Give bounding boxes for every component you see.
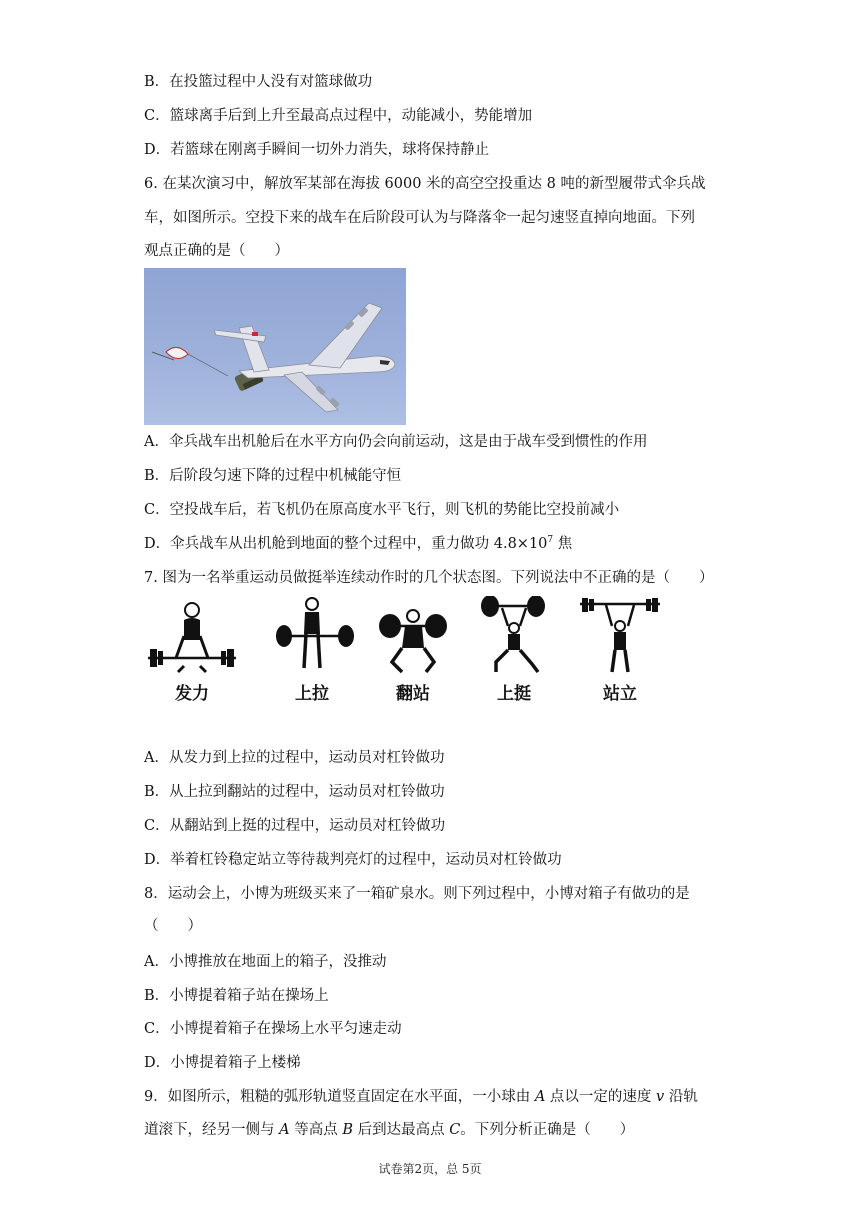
q7-option-b: B．从上拉到翻站的过程中，运动员对杠铃做功 [144,784,445,800]
q6-option-b: B．后阶段匀速下降的过程中机械能守恒 [144,468,402,484]
lift-label-shangting: 上挺 [497,684,531,704]
lift-label-fanzhan: 翻站 [396,684,430,704]
q6-stem-line2: 车，如图所示。空投下来的战车在后阶段可认为与降落伞一起匀速竖直掉向地面。下列 [144,210,695,226]
lifter-stand-figure [580,598,660,672]
q9-stem-line2: 道滚下，经另一侧与 A 等高点 B 后到达最高点 C。下列分析正确是（ ） [144,1122,635,1138]
q8-stem-line1: 8．运动会上，小博为班级买来了一箱矿泉水。则下列过程中，小博对箱子有做功的是 [144,886,690,902]
lifter-clean-figure [379,610,447,672]
lift-label-zhanli: 站立 [603,684,637,704]
weightlifting-sequence [140,596,680,706]
airplane-icon [214,303,395,412]
parachute-icon [166,347,228,376]
q8-option-d: D．小博提着箱子上楼梯 [144,1055,301,1071]
q6-stem-line1: 6. 在某次演习中，解放军某部在海拔 6000 米的高空空投重达 8 吨的新型履带式伞兵战 [144,176,706,192]
q5-option-c: C．篮球离手后到上升至最高点过程中，动能减小，势能增加 [144,108,533,124]
q6-option-d: D．伞兵战车从出机舱到地面的整个过程中，重力做功 $4.8\times 10^7$ 焦 [144,535,573,552]
lifter-jerk-figure [481,596,545,672]
q7-option-c: C．从翻站到上挺的过程中，运动员对杠铃做功 [144,818,446,834]
lifter-pull-figure [276,598,354,668]
q8-stem-line2: （ ） [144,918,202,934]
q6-stem-line3: 观点正确的是（ ） [144,243,289,259]
q5-option-b: B．在投篮过程中人没有对篮球做功 [144,74,373,90]
q5-option-d: D．若篮球在刚离手瞬间一切外力消失，球将保持静止 [144,142,490,158]
q8-option-b: B．小博提着箱子站在操场上 [144,988,329,1004]
q6-option-c: C．空投战车后，若飞机仍在原高度水平飞行，则飞机的势能比空投前减小 [144,502,620,518]
q6-option-a: A．伞兵战车出机舱后在水平方向仍会向前运动，这是由于战车受到惯性的作用 [144,434,648,450]
q7-option-d: D．举着杠铃稳定站立等待裁判亮灯的过程中，运动员对杠铃做功 [144,852,562,868]
lift-label-shangla: 上拉 [295,684,329,704]
q9-stem-line1: 9．如图所示，粗糙的弧形轨道竖直固定在水平面，一小球由 A 点以一定的速度 v 沿轨 [144,1089,698,1105]
airdrop-photo [144,268,406,425]
page-footer: 试卷第2页，总 5页 [378,1162,482,1176]
q8-option-a: A．小博推放在地面上的箱子，没推动 [144,954,387,970]
q8-option-c: C．小博提着箱子在操场上水平匀速走动 [144,1021,402,1037]
q7-stem: 7. 图为一名举重运动员做挺举连续动作时的几个状态图。下列说法中不正确的是（ ） [144,570,714,586]
lifter-squat-figure [148,603,236,672]
lift-label-fali: 发力 [175,684,209,704]
q7-option-a: A．从发力到上拉的过程中，运动员对杠铃做功 [144,750,445,766]
